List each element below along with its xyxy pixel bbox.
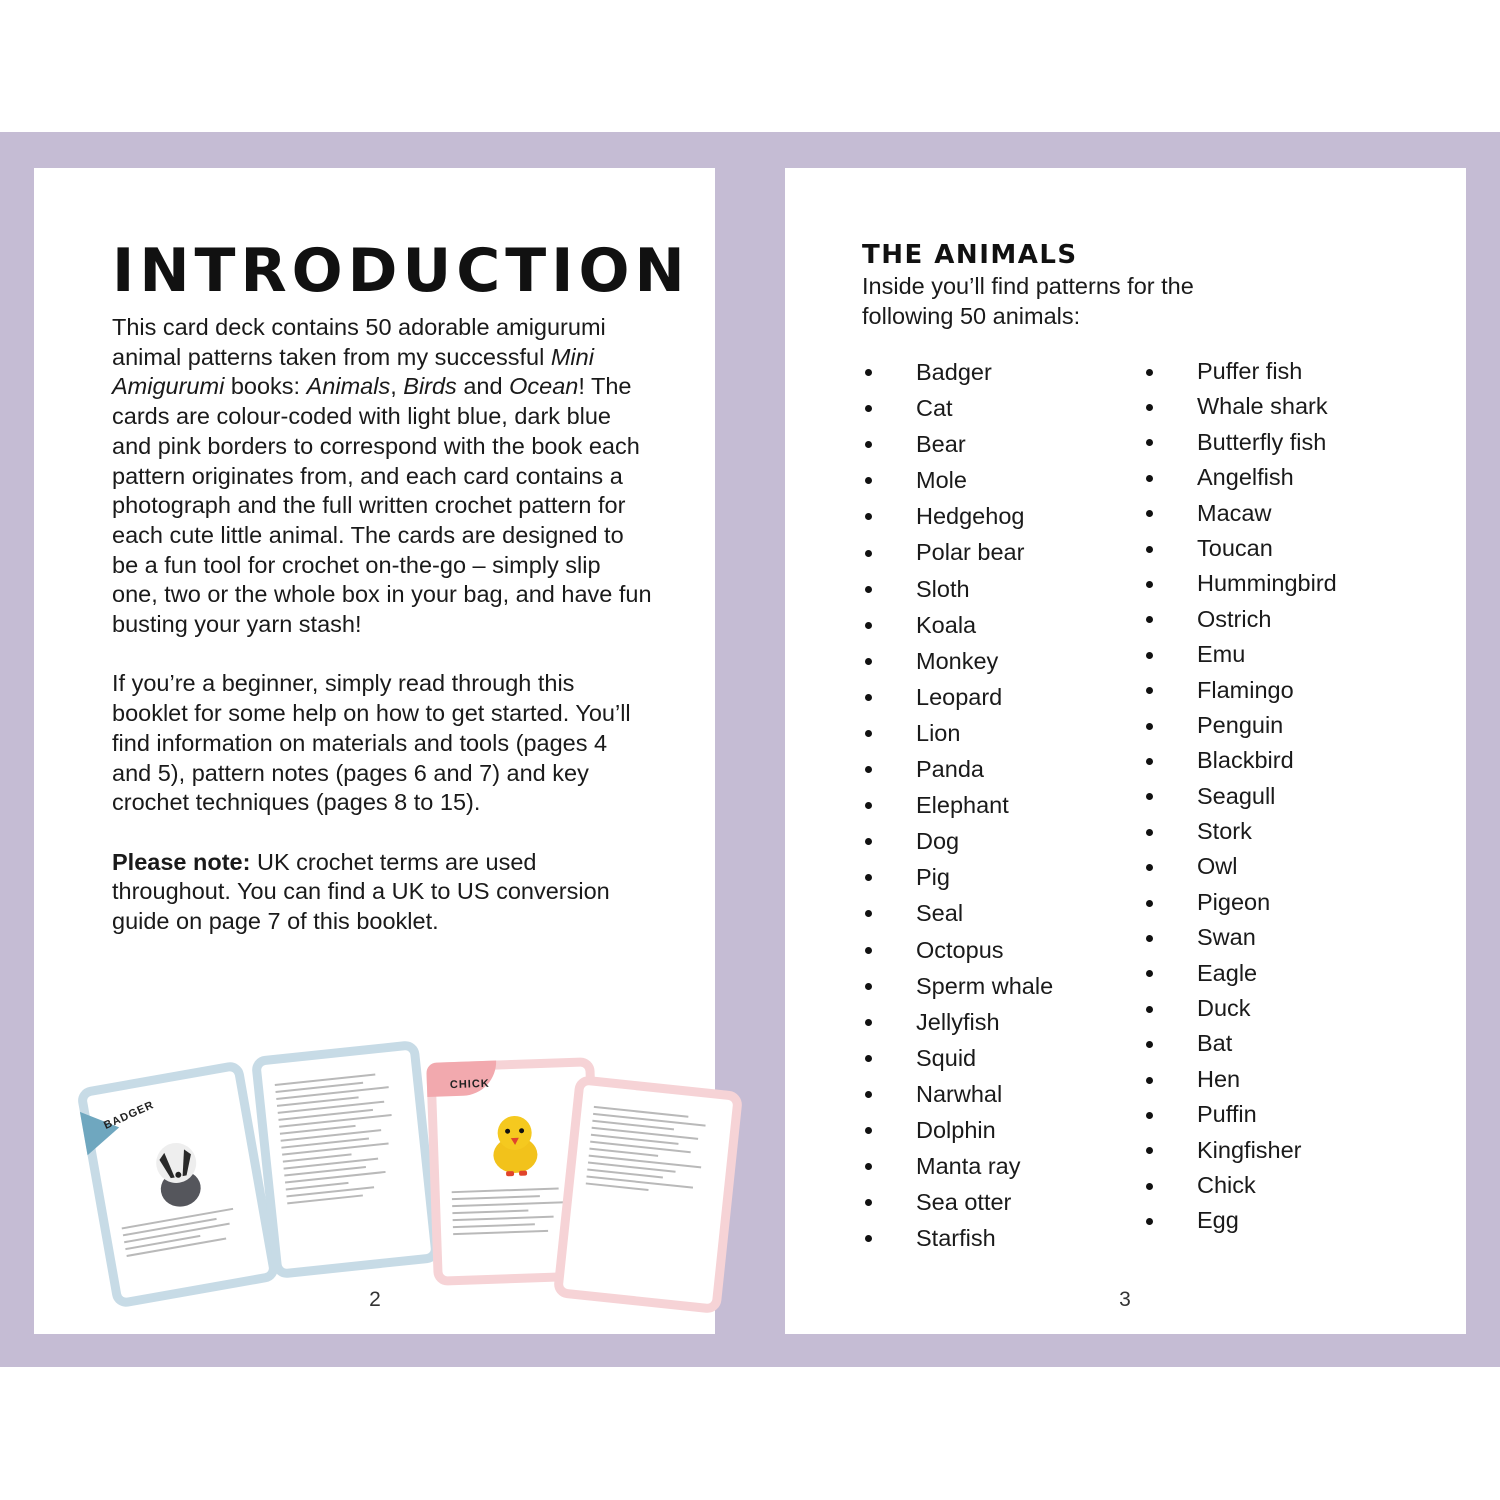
intro-paragraph-1: This card deck contains 50 adorable amigurumi animal patterns taken from my successful Mini Amigurumi books: Animals, Birds and Ocean! The cards are colour-coded with light blue, dark blue and pink borders to correspond with the book each pattern originates from, and each card contains a photograph and the full written crochet pattern for each cute little animal. The cards are designed to be a fun tool for crochet on-the-go – simply slip one, two or the whole box in your bag, and have fun busting your yarn stash! xyxy=(112,314,652,638)
badger-card-back xyxy=(251,1040,441,1279)
list-item: Stork xyxy=(1143,814,1337,849)
left-page xyxy=(34,168,715,1334)
list-item: Macaw xyxy=(1143,496,1337,531)
intro-paragraph-2: If you’re a beginner, simply read through this booklet for some help on how to get started. You’ll find information on materials and tools (pages 4 and 5), pattern notes (pages 6 and 7) and key crochet techniques (pages 8 to 15). xyxy=(112,670,631,816)
page-title: INTRODUCTION xyxy=(112,236,690,306)
animals-intro: Inside you’ll find patterns for the following 50 animals: xyxy=(862,273,1194,329)
list-item: Penguin xyxy=(1143,708,1337,743)
list-item: Polar bear xyxy=(862,534,1053,570)
list-item: Egg xyxy=(1143,1203,1337,1238)
chick-card-back xyxy=(553,1075,743,1314)
list-item: Leopard xyxy=(862,679,1053,715)
list-item: Eagle xyxy=(1143,956,1337,991)
list-item: Elephant xyxy=(862,787,1053,823)
list-item: Angelfish xyxy=(1143,460,1337,495)
list-item: Bear xyxy=(862,426,1053,462)
list-item: Octopus xyxy=(862,932,1053,968)
list-item: Hen xyxy=(1143,1062,1337,1097)
list-item: Mole xyxy=(862,462,1053,498)
note-label: Please note: xyxy=(112,848,251,875)
chick-photo xyxy=(482,1108,548,1182)
list-item: Kingfisher xyxy=(1143,1133,1337,1168)
list-item: Panda xyxy=(862,751,1053,787)
list-item: Puffer fish xyxy=(1143,354,1337,389)
pattern-cards-illustration xyxy=(74,1048,674,1318)
section-title: THE ANIMALS xyxy=(862,240,1078,270)
animals-list-column-2 xyxy=(1143,354,1337,1239)
list-item: Blackbird xyxy=(1143,743,1337,778)
list-item: Hedgehog xyxy=(862,498,1053,534)
list-item: Whale shark xyxy=(1143,389,1337,424)
card-label-badger: BADGER xyxy=(102,1099,157,1132)
list-item: Lion xyxy=(862,715,1053,751)
list-item: Flamingo xyxy=(1143,673,1337,708)
list-item: Monkey xyxy=(862,643,1053,679)
list-item: Pig xyxy=(862,859,1053,895)
list-item: Badger xyxy=(862,354,1053,390)
list-item: Dolphin xyxy=(862,1112,1053,1148)
list-item: Owl xyxy=(1143,849,1337,884)
list-item: Koala xyxy=(862,607,1053,643)
list-item: Starfish xyxy=(862,1220,1053,1256)
badger-card xyxy=(76,1060,280,1309)
list-item: Ostrich xyxy=(1143,602,1337,637)
list-item: Chick xyxy=(1143,1168,1337,1203)
list-item: Emu xyxy=(1143,637,1337,672)
list-item: Dog xyxy=(862,823,1053,859)
intro-body xyxy=(112,313,652,966)
intro-note: Please note: UK crochet terms are used throughout. You can find a UK to US conversion guide on page 7 of this booklet. xyxy=(112,848,610,935)
list-item: Pigeon xyxy=(1143,885,1337,920)
right-page xyxy=(785,168,1466,1334)
list-item: Sloth xyxy=(862,571,1053,607)
list-item: Butterfly fish xyxy=(1143,425,1337,460)
list-item: Narwhal xyxy=(862,1076,1053,1112)
page-number: 3 xyxy=(1119,1288,1131,1311)
list-item: Sperm whale xyxy=(862,968,1053,1004)
list-item: Bat xyxy=(1143,1026,1337,1061)
list-item: Manta ray xyxy=(862,1148,1053,1184)
list-item: Jellyfish xyxy=(862,1004,1053,1040)
list-item: Duck xyxy=(1143,991,1337,1026)
animals-list-column-1 xyxy=(862,354,1053,1256)
list-item: Seagull xyxy=(1143,779,1337,814)
page-number: 2 xyxy=(369,1288,381,1311)
list-item: Squid xyxy=(862,1040,1053,1076)
list-item: Cat xyxy=(862,390,1053,426)
badger-photo xyxy=(140,1132,216,1214)
book-spread xyxy=(0,132,1500,1367)
list-item: Seal xyxy=(862,895,1053,931)
list-item: Puffin xyxy=(1143,1097,1337,1132)
list-item: Swan xyxy=(1143,920,1337,955)
list-item: Hummingbird xyxy=(1143,566,1337,601)
card-label-chick: CHICK xyxy=(449,1077,490,1092)
list-item: Toucan xyxy=(1143,531,1337,566)
list-item: Sea otter xyxy=(862,1184,1053,1220)
